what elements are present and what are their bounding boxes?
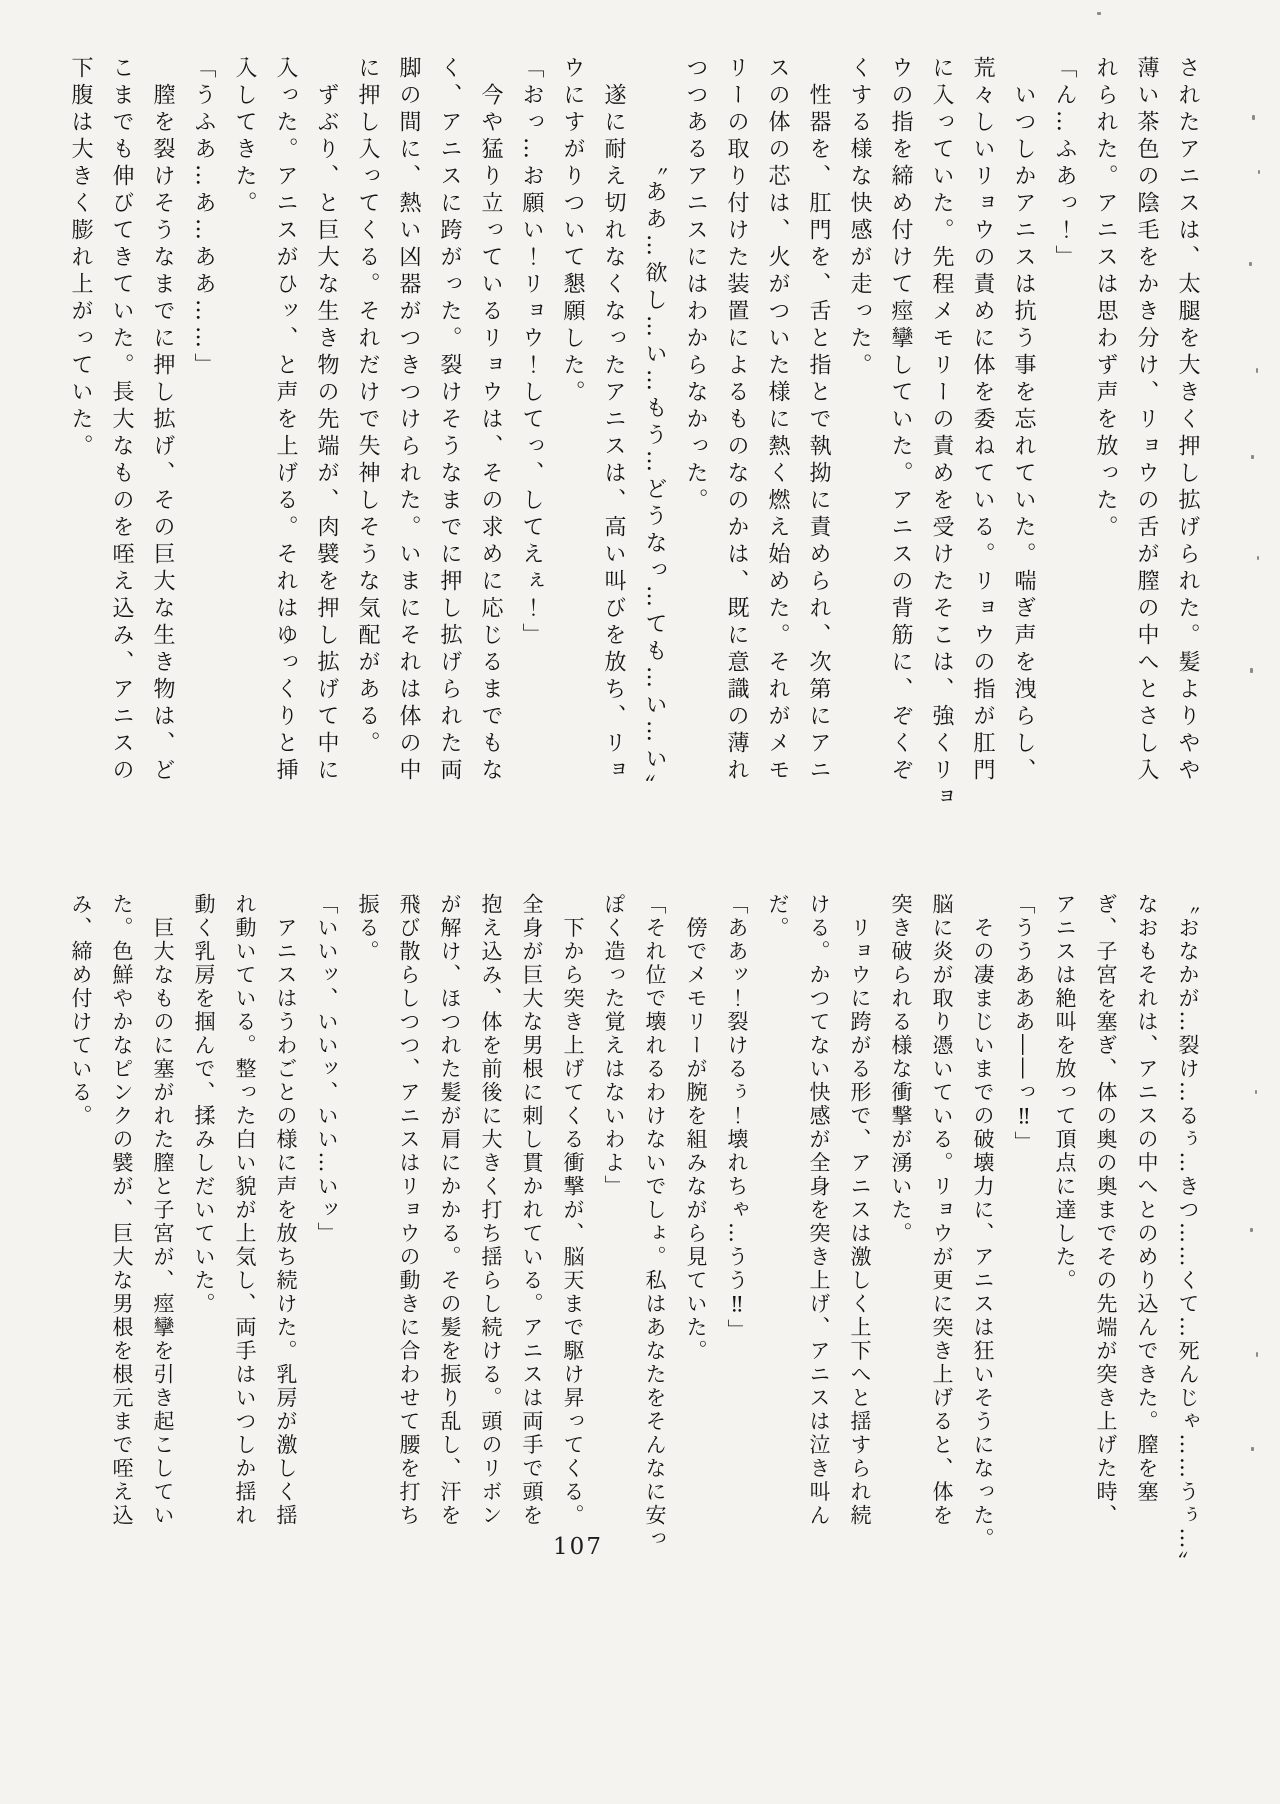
text-column: 脳に炎が取り憑いている。リョウが更に突き上げると、体を — [930, 893, 954, 1528]
text-column: 〝ああ…欲し…い…もう…どうなっ…ても…い…い〟 — [642, 56, 667, 801]
text-column: 「ん…ふあっ！」 — [1052, 56, 1077, 272]
text-column: 薄い茶色の陰毛をかき分け、リョウの舌が膣の中へとさし入 — [1134, 56, 1159, 785]
text-column: れ動いている。整った白い貌が上気し、両手はいつしか揺れ — [233, 893, 257, 1528]
text-column: 突き破られる様な衝撃が湧いた。 — [889, 893, 913, 1246]
text-column: くする様な快感が走った。 — [847, 56, 872, 380]
scan-speck — [1251, 455, 1254, 459]
text-column: 荒々しいリョウの責めに体を委ねている。リョウの指が肛門 — [970, 56, 995, 785]
text-column: れられた。アニスは思わず声を放った。 — [1093, 56, 1118, 542]
text-column: た。色鮮やかなピンクの襞が、巨大な男根を根元まで咥え込 — [110, 893, 134, 1528]
scan-speck — [1250, 1228, 1253, 1232]
scan-speck — [1258, 170, 1260, 174]
page-number: 107 — [553, 1534, 603, 1560]
text-column: ぎ、子宮を塞ぎ、体の奥の奥までその先端が突き上げた時、 — [1094, 893, 1118, 1528]
text-column: その凄まじいまでの破壊力に、アニスは狂いそうになった。 — [971, 893, 995, 1551]
text-column: 今や猛り立っているリョウは、その求めに応じるまでもな — [478, 56, 503, 785]
text-column: 「ああッ！裂けるぅ！壊れちゃ…うう‼」 — [725, 893, 749, 1343]
text-column: ウにすがりついて懇願した。 — [560, 56, 585, 407]
text-column: こまでも伸びてきていた。長大なものを咥え込み、アニスの — [109, 56, 134, 785]
text-column: 傍でメモリーが腕を組みながら見ていた。 — [684, 893, 708, 1363]
text-column: 抱え込み、体を前後に大きく打ち揺らし続ける。頭のリボン — [479, 893, 503, 1528]
text-column: 巨大なものに塞がれた膣と子宮が、痙攣を引き起こしてい — [151, 893, 175, 1528]
scan-speck — [1256, 1352, 1258, 1357]
text-column: だ。 — [766, 893, 790, 940]
text-column: いつしかアニスは抗う事を忘れていた。喘ぎ声を洩らし、 — [1011, 56, 1036, 785]
text-column: 〝おなかが…裂け…るぅ…きつ……くて…死んじゃ……うぅ…〟 — [1176, 893, 1200, 1575]
scan-speck — [1097, 12, 1101, 15]
text-column: 下から突き上げてくる衝撃が、脳天まで駆け昇ってくる。 — [561, 893, 585, 1528]
text-column: 入してきた。 — [232, 56, 257, 218]
text-column: 振る。 — [356, 893, 380, 964]
text-column: アニスはうわごとの様に声を放ち続けた。乳房が激しく揺 — [274, 893, 298, 1528]
scan-speck — [1257, 556, 1259, 560]
text-column: ぽく造った覚えはないわよ」 — [602, 893, 626, 1199]
text-column: されたアニスは、太腿を大きく押し拡げられた。髪よりやや — [1175, 56, 1200, 785]
text-column: なおもそれは、アニスの中へとのめり込んできた。膣を塞 — [1135, 893, 1159, 1504]
text-column: に入っていた。先程メモリーの責めを受けたそこは、強くリョ — [929, 56, 954, 812]
text-column: 「ううあああ――っ‼」 — [1012, 893, 1036, 1155]
text-column: スの体の芯は、火がついた様に熱く燃え始めた。それがメモ — [765, 56, 790, 785]
scan-speck — [1256, 368, 1258, 373]
text-column: 全身が巨大な男根に刺し貫かれている。アニスは両手で頭を — [520, 893, 544, 1528]
scan-speck — [1249, 262, 1252, 266]
top-text-block — [60, 56, 1208, 901]
text-column: ずぶり、と巨大な生き物の先端が、肉襞を押し拡げて中に — [314, 56, 339, 785]
text-column: 遂に耐え切れなくなったアニスは、高い叫びを放ち、リョ — [601, 56, 626, 785]
scan-speck — [1252, 115, 1255, 120]
text-column: リーの取り付けた装置によるものなのかは、既に意識の薄れ — [724, 56, 749, 785]
text-column: ける。かつてない快感が全身を突き上げ、アニスは泣き叫ん — [807, 893, 831, 1528]
text-column: ウの指を締め付けて痙攣していた。アニスの背筋に、ぞくぞ — [888, 56, 913, 785]
text-column: く、アニスに跨がった。裂けそうなまでに押し拡げられた両 — [437, 56, 462, 785]
text-column: 「いいッ、いいッ、いい…いッ」 — [315, 893, 339, 1246]
text-column: 膣を裂けそうなまでに押し拡げ、その巨大な生き物は、ど — [150, 56, 175, 785]
text-column: 動く乳房を掴んで、揉みしだいていた。 — [192, 893, 216, 1316]
scan-speck — [1255, 1090, 1257, 1094]
text-column: 「うふあ…あ…ああ……」 — [191, 56, 216, 380]
text-column: 脚の間に、熱い凶器がつきつけられた。いまにそれは体の中 — [396, 56, 421, 785]
scan-speck — [1250, 668, 1253, 673]
text-column: つつあるアニスにはわからなかった。 — [683, 56, 708, 515]
text-column: 入った。アニスがひッ、と声を上げる。それはゆっくりと挿 — [273, 56, 298, 785]
text-column: 「おっ…お願い！リョウ！してっ、してえぇ！」 — [519, 56, 544, 650]
text-column: が解け、ほつれた髪が肩にかかる。その髪を振り乱し、汗を — [438, 893, 462, 1528]
text-column: 性器を、肛門を、舌と指とで執拗に責められ、次第にアニ — [806, 56, 831, 785]
text-column: 下腹は大きく膨れ上がっていた。 — [68, 56, 93, 461]
text-column: 「それ位で壊れるわけないでしょ。私はあなたをそんなに安っ — [643, 893, 667, 1551]
text-column: アニスは絶叫を放って頂点に達した。 — [1053, 893, 1077, 1293]
scan-speck — [1251, 1447, 1254, 1451]
text-column: 飛び散らしつつ、アニスはリョウの動きに合わせて腰を打ち — [397, 893, 421, 1528]
text-column: み、締め付けている。 — [69, 893, 93, 1128]
text-column: に押し入ってくる。それだけで失神しそうな気配がある。 — [355, 56, 380, 758]
bottom-text-block — [60, 893, 1208, 1588]
text-column: リョウに跨がる形で、アニスは激しく上下へと揺すられ続 — [848, 893, 872, 1528]
